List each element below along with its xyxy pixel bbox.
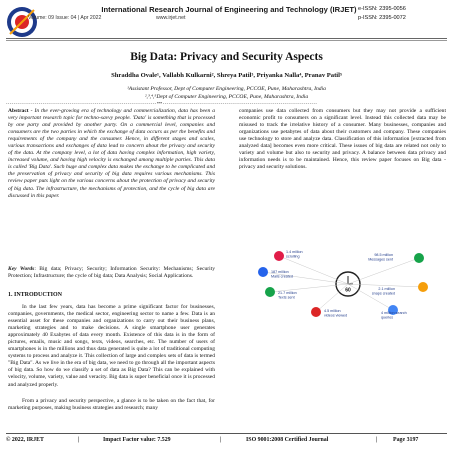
author-list: Shraddha Ovale¹, Vallabh Kulkarni², Shreya Patil³, Priyanka Nalla⁴, Pranav Patil⁵	[111, 72, 342, 79]
footer-iso: ISO 9001:2008 Certified Journal	[246, 437, 329, 443]
figure-value-mails: 187 million	[271, 270, 289, 274]
intro-paragraph-1	[8, 304, 215, 389]
videos-icon	[311, 307, 321, 317]
figure-value-scroll: 1.4 million	[286, 250, 303, 254]
figure-value-messages: 98.5 million	[374, 253, 393, 257]
irjet-logo-icon	[6, 4, 46, 40]
footer-page-number: Page 3197	[393, 437, 419, 443]
snaps-icon	[418, 282, 428, 292]
figure-connector-videos	[316, 284, 348, 312]
abstract-text: - In the ever-growing era of technology and commercialization, data has been a very important research topic for techno-savvy people. 'Data' is something that is processed by one party and provided by another party. On a commercial level, companies and consumers are the two parties in which the exchange of data occurs as per the benefits and requirements of the company and the consumer. Hence, in different stages and scales, various transactions and exchanges of data lead to concern about the privacy and security of the data. At the company level, a lot of data having complex information, high variety, increased volume, and having high velocity is exchanged among multiple parties. This data is called 'Big Data'. Such huge and complex data makes the exchange to be complicated and the preservation of privacy and security of big data requires various mechanisms. This review paper puts light on the various concerns about the protection of privacy and security of big data. The infrastructure, the mechanisms of protection, and the cycle of big data are discussed in this paper.	[8, 108, 215, 199]
figure-caption-messages: Messages sent	[368, 257, 393, 262]
intro-paragraph-2	[8, 398, 215, 412]
footer-divider-3: |	[376, 437, 378, 443]
footer-divider-2: |	[220, 437, 222, 443]
separator-line: - - - - - - - - - - - - - - - - - - - - - - - - - - - - - - - - - - - - - - - - - - - - - - - - - - - - - - - - - - - - - - - - - - - - - - - - - - - - - - *** - - - - - - - - - - - - - - - - - - - - - - - - - - - - - - - - - - - - - - - - - - - - - - - - - - - - - - - - - - - - - - - - - - - - - - - - - - - - - - - -	[6, 101, 317, 106]
footer-copyright: © 2022, IRJET	[6, 437, 44, 443]
section-heading-introduction: 1. INTRODUCTION	[8, 292, 63, 298]
paper-title: Big Data: Privacy and Security Aspects	[130, 51, 323, 63]
figure-value-texts: 21.7 million	[278, 291, 297, 295]
footer-rule	[6, 433, 447, 434]
figure-connector-scroll	[279, 256, 348, 284]
affiliation-2: ²,³,⁴,⁵Dept of Computer Engineering, PCCOE, Pune, Maharashtra, India	[144, 94, 309, 100]
footer-impact-factor: Impact Factor value: 7.529	[103, 437, 171, 443]
figure-caption-search: queries	[381, 315, 394, 320]
intro-text-1: In the last few years, data has become a prime significant factor for businesses, companies, governments, the medical sector, engineering sector to name a few. Data is an essential asset for these companies and organizations to carry out their business plans, marketing strategies and to make decisions. A single smartphone user generates approximately 40 Exabytes of data every month. Existence of this data is in the form of pictures, emails, music and songs, texts, videos, searches, etc. The number of users of smartphones is in the millions and thus data generated is quite a lot of traditional computing systems to process and analyze it. This collection of large and complex sets of data is termed "Big Data". As we live in the era of big data, we need to go through all the important aspects of big data. So how do we classify a set of data as Big Data? This can be explained with velocity, volume, variety, value and veracity. Big data is super beneficial once it is processed and analyzed properly.	[8, 304, 215, 388]
intro-text-2: From a privacy and security perspective, a glance is to be taken on the fact that, for marketing purposes, making business strategies and research; many	[8, 398, 215, 412]
data-per-minute-figure	[253, 240, 443, 328]
figure-caption-texts: Texts sent	[278, 295, 295, 300]
abstract	[8, 108, 215, 200]
eissn: e-ISSN: 2395-0056	[358, 6, 406, 12]
volume-issue: Volume: 09 Issue: 04 | Apr 2022	[28, 15, 102, 21]
figure-caption-videos: videos viewed	[324, 313, 348, 318]
header-rule	[6, 38, 447, 39]
figure-value-snaps: 2.1 million	[378, 287, 395, 291]
mails-icon	[258, 267, 268, 277]
clock-center-label: 60	[345, 287, 351, 294]
keywords	[8, 266, 215, 280]
figure-caption-scroll: scrolling	[286, 254, 300, 259]
abstract-label: Abstract	[8, 108, 29, 114]
page-footer	[6, 437, 447, 447]
figure-connector-messages	[348, 258, 419, 284]
keywords-text: : Big data; Privacy; Security; Information Security: Mechanisms; Security Protection; Infrastructure; the cycle of big data; Data Analysis; Social Applications.	[8, 266, 216, 280]
figure-caption-mails: Mails created	[271, 274, 293, 279]
keywords-label: Key Words	[8, 266, 35, 272]
journal-website[interactable]: www.irjet.net	[156, 15, 186, 21]
right-column-text: companies use data collected from consumers but they may not provide a sufficient economic profit to consumers on a significant level. Instead this collected data may be misused to track the irrelative history of a consumer. Many businesses, companies and organizations use petabytes of data about their customers and company. These companies use technology to store and analyze data. Classification of this information [extracted from analyzed data] becomes even more critical. These issues of big data are related not only to variety and volume but also to security and privacy. A balance between data privacy and information needs is to be maintained. Hence, this review paper focuses on Big data - privacy and security solutions.	[239, 108, 446, 171]
figure-value-search: 4 million search	[381, 311, 407, 315]
scroll-icon	[274, 251, 284, 261]
header-center	[54, 5, 404, 14]
header-rule-secondary	[6, 40, 447, 41]
affiliation-1: ¹Assistant Professor, Dept of Computer Engineering, PCCOE, Pune, Maharashtra, India	[127, 86, 326, 92]
journal-name: International Research Journal of Engineering and Technology (IRJET)	[101, 5, 357, 14]
figure-value-videos: 4.5 million	[324, 309, 341, 313]
footer-divider-1: |	[78, 437, 80, 443]
separator-stars: ***	[156, 101, 163, 106]
pissn: p-ISSN: 2395-0072	[358, 15, 406, 21]
messages-icon	[414, 253, 424, 263]
figure-graphic	[253, 240, 443, 328]
journal-header	[6, 4, 447, 40]
figure-caption-snaps: snaps created	[371, 291, 395, 296]
texts-icon	[265, 287, 275, 297]
